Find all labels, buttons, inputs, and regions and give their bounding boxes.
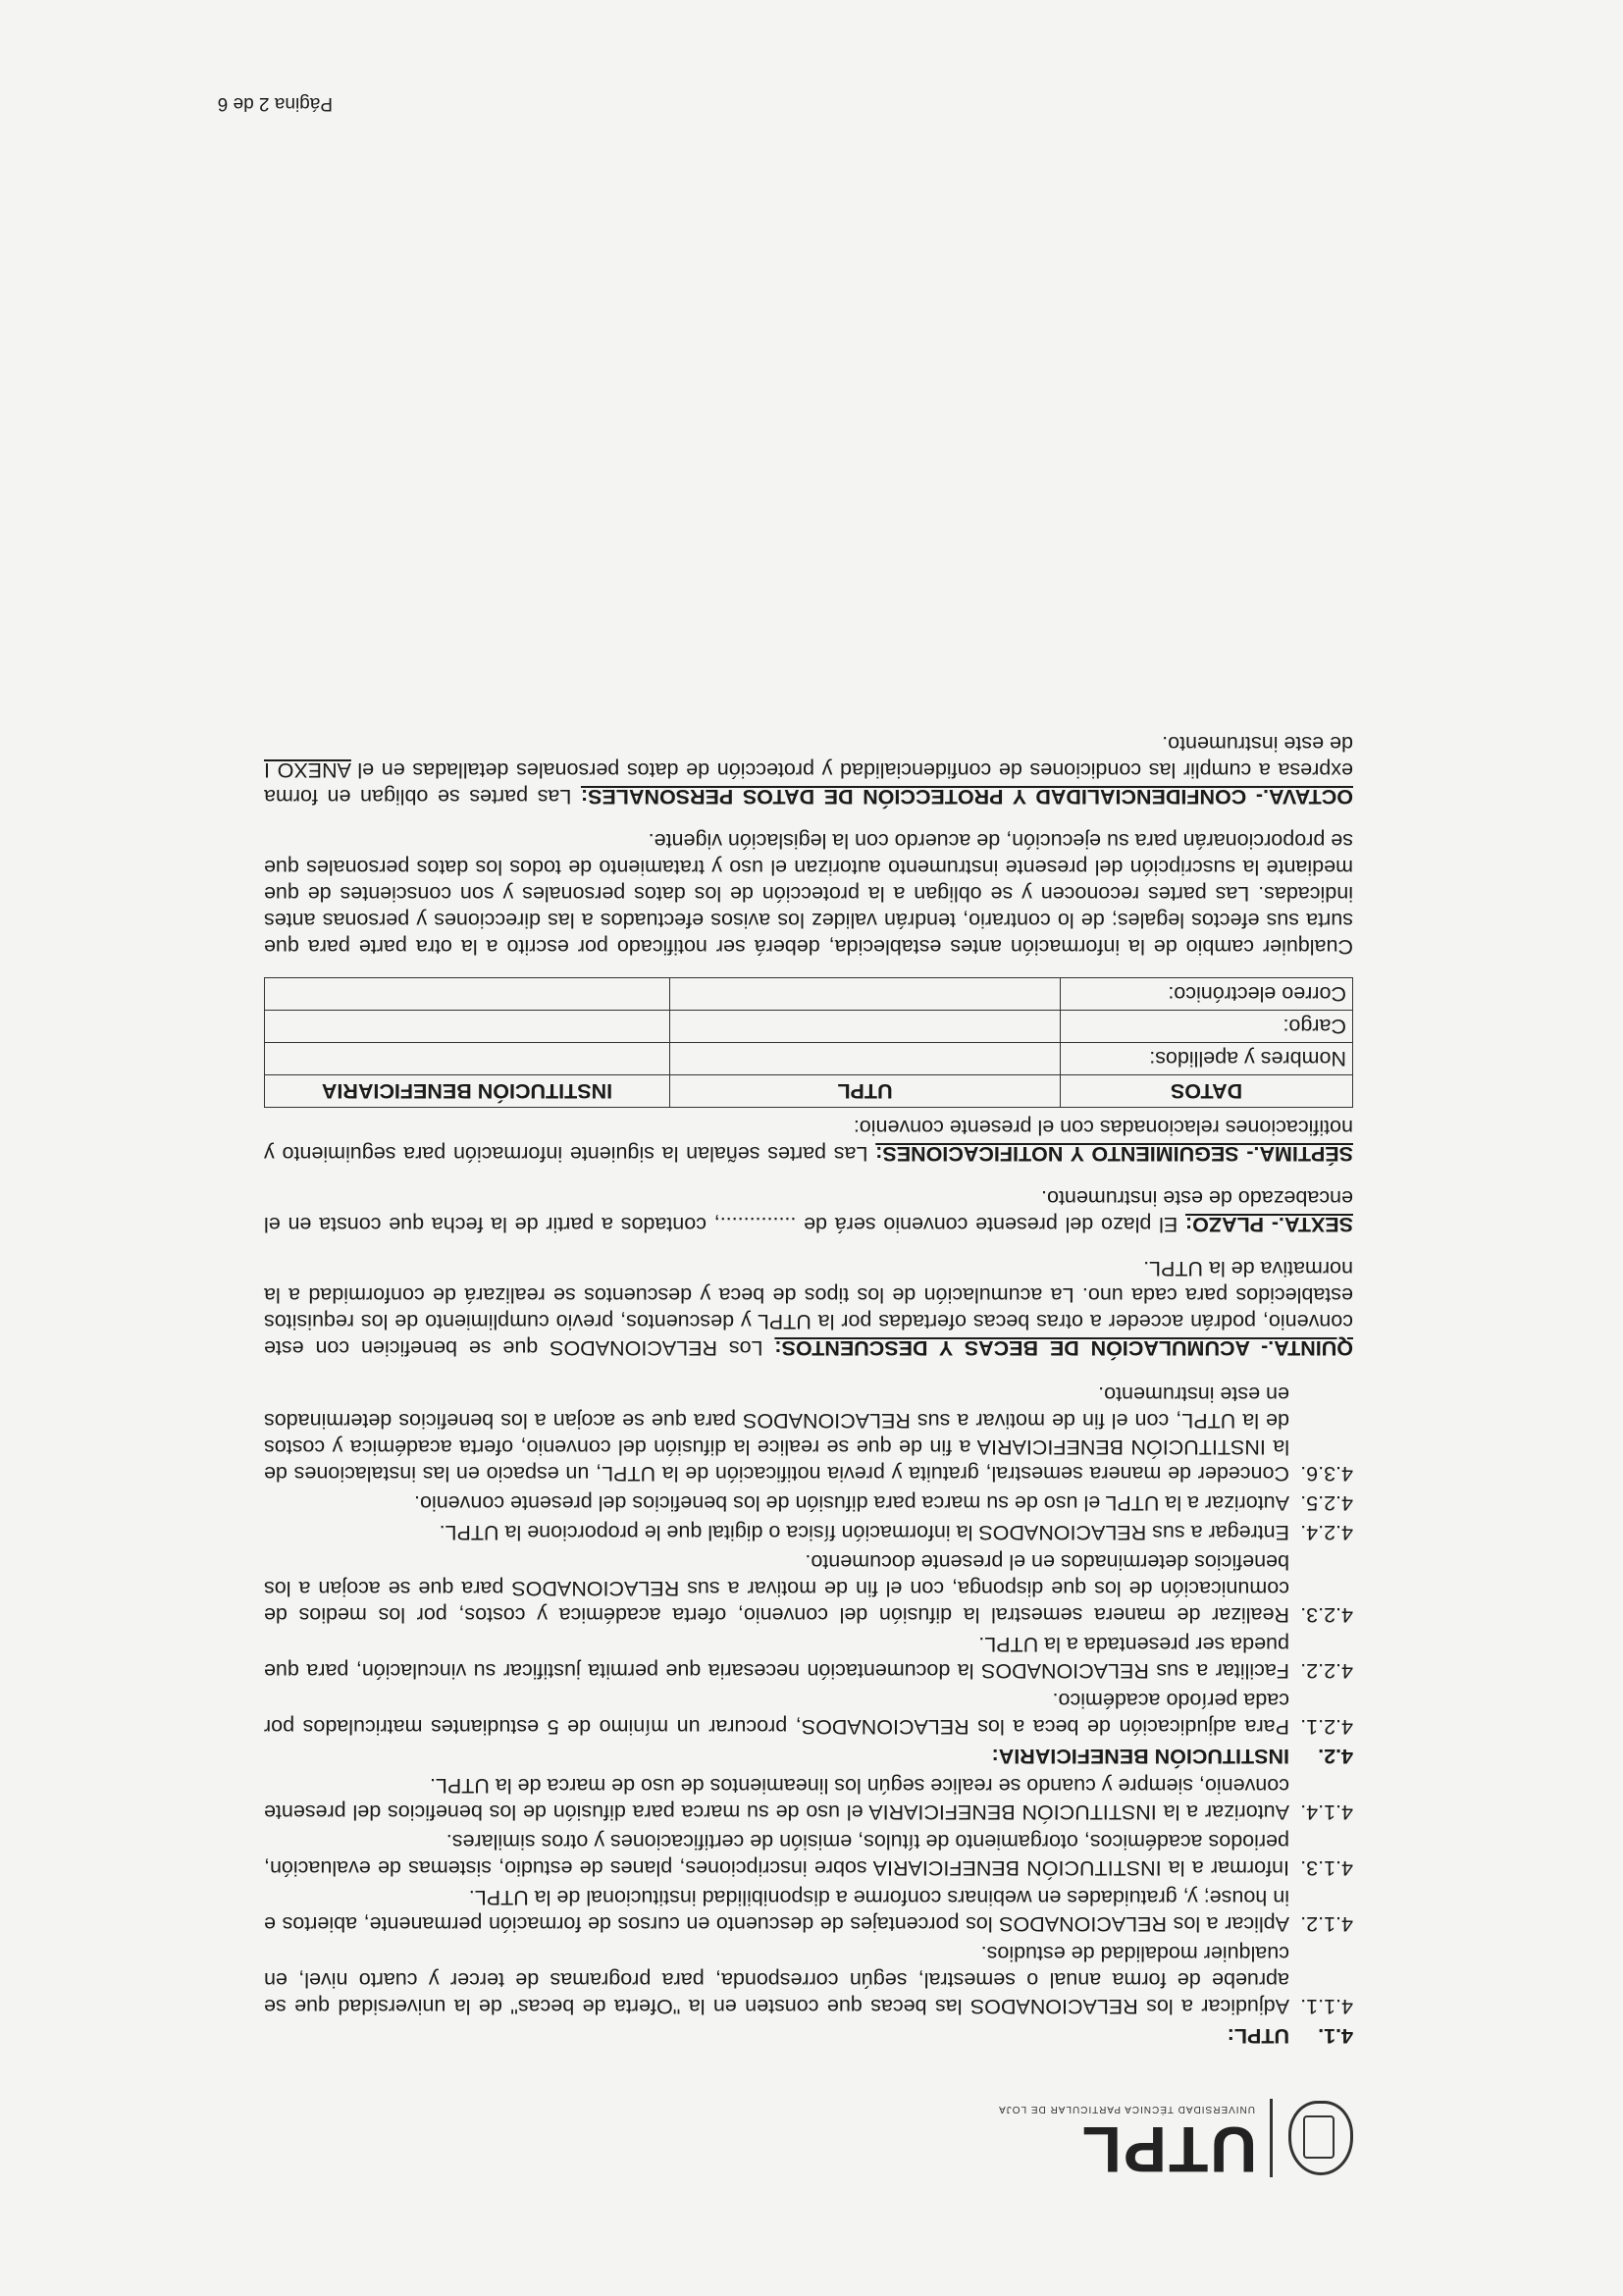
clause-title: SEXTA.- PLAZO: [1185, 1213, 1353, 1236]
table-cell [265, 978, 670, 1011]
clause-title: SÉPTIMA.- SEGUIMIENTO Y NOTIFICACIONES: [875, 1142, 1353, 1166]
table-cell: Nombres y apellidos: [1061, 1043, 1353, 1075]
table-cell: Cargo: [1061, 1011, 1353, 1043]
list-item [264, 1631, 1353, 1684]
item-number: 4.2.3. [1300, 1603, 1353, 1627]
contact-table [264, 977, 1353, 1108]
table-cell [265, 1011, 670, 1043]
item-number: 4.3.6. [1300, 1462, 1353, 1486]
list-item [264, 1489, 1353, 1516]
table-cell [670, 1043, 1061, 1075]
item-number: 4.1.3. [1300, 1856, 1353, 1880]
table-cell [265, 1043, 670, 1075]
item-number: 4.1.4. [1300, 1800, 1353, 1824]
clause-septima [264, 1114, 1353, 1167]
table-row [265, 1043, 1353, 1075]
clause-octava [264, 730, 1353, 809]
clause-text-end: de este instrumento. [1162, 732, 1353, 756]
clause-text: Las partes se obligan en forma expresa a cumplir las condiciones de confidencialidad y protección de datos personales detalladas en el [264, 758, 1353, 809]
table-cell: Correo electrónico: [1061, 978, 1353, 1011]
list-item [264, 1687, 1353, 1740]
clause-text: Las partes señalan la siguiente información para seguimiento y notificaciones relacionadas con el presente convenio: [264, 1116, 1353, 1166]
section-number: 4.2. [1318, 1745, 1353, 1768]
utpl-logo-text: UTPL [1079, 2113, 1257, 2186]
item-text: Informar a la INSTITUCIÓN BENEFICIARIA sobre inscripciones, planes de estudio, sistemas de evaluación, periodos académicos, otorgamiento de títulos, emisión de certificaciones y otros similares. [264, 1830, 1289, 1880]
page-header [264, 2095, 1353, 2186]
clause-septima-followup: Cualquier cambio de la información antes establecida, deberá ser notificado por escrito a la otra parte para que surta sus efectos legales; de lo contrario, tendrán validez los avisos efectuados a las direcciones y personas antes indicadas. Las partes reconocen y se obligan a la protección de los datos personales y son conscientes de que mediante la suscripción del presente instrumento autorizan el uso y tratamiento de todos los datos personales que se proporcionarán para su ejecución, de acuerdo con la legislación vigente. [264, 829, 1353, 959]
table-header-cell: DATOS [1061, 1075, 1353, 1108]
table-header-row [265, 1075, 1353, 1108]
page-number: Página 2 de 6 [217, 93, 333, 114]
list-item [264, 1519, 1353, 1545]
item-number: 4.1.1. [1300, 1995, 1353, 2018]
table-header-cell: INSTITUCIÓN BENEFICIARIA [265, 1075, 670, 1108]
table-row [265, 978, 1353, 1011]
item-text: Para adjudicación de beca a los RELACIONADOS, procurar un mínimo de 5 estudiantes matriculados por cada período académico. [264, 1689, 1289, 1739]
item-text: Aplicar a los RELACIONADOS los porcentajes de descuento en cursos de formación permanente, abiertos e in house; y, gratuidades en webinars conforme a disponibilidad institucional de la UTPL. [264, 1886, 1289, 1936]
document-body [264, 712, 1353, 2051]
item-number: 4.1.2. [1300, 1912, 1353, 1936]
list-item [264, 1548, 1353, 1628]
annex-reference: ANEXO I [263, 758, 351, 782]
item-text: Entregar a sus RELACIONADOS la información física o digital que le proporcione la UTPL. [439, 1521, 1289, 1544]
list-item [264, 1884, 1353, 1937]
list-item [264, 1940, 1353, 2019]
table-cell [670, 1011, 1061, 1043]
clause-text: El plazo del presente convenio será de ............., contados a partir de la fecha que consta en el encabezado de este instrumento. [264, 1186, 1353, 1236]
item-text: Autorizar a la INSTITUCIÓN BENEFICIARIA el uso de su marca para difusión de los beneficios del presente convenio, siempre y cuando se realice según los lineamientos de uso de marca de la UTPL. [264, 1774, 1289, 1824]
clause-title: OCTAVA.- CONFIDENCIALIDAD Y PROTECCIÓN DE DATOS PERSONALES: [580, 785, 1353, 809]
clause-title: QUINTA.- ACUMULACIÓN DE BECAS Y DESCUENTOS: [774, 1336, 1353, 1360]
university-seal-icon [1288, 2101, 1353, 2175]
section-4-2-heading [264, 1743, 1353, 1769]
item-text: Autorizar a la UTPL el uso de su marca para difusión de los beneficios del presente convenio. [414, 1491, 1289, 1515]
utpl-logo-subtitle: UNIVERSIDAD TÉCNICA PARTICULAR DE LOJA [998, 2104, 1255, 2114]
item-text: Realizar de manera semestral la difusión del convenio, oferta académica y costos, por los medios de comunicación de los que disponga, con el fin de motivar a sus RELACIONADOS para que se acojan a los beneficios determinados en el presente documento. [264, 1550, 1289, 1627]
table-header-cell: UTPL [670, 1075, 1061, 1108]
clause-sexta [264, 1184, 1353, 1237]
item-number: 4.2.4. [1300, 1521, 1353, 1544]
section-number: 4.1. [1318, 2024, 1353, 2048]
table-row [265, 1011, 1353, 1043]
item-text: Conceder de manera semestral, gratuita y previa notificación de la UTPL, un espacio en las instalaciones de la INSTITUCIÓN BENEFICIARIA a fin de que se realice la difusión del convenio, oferta académica y costos de la UTPL, con el fin de motivar a sus RELACIONADOS para que se acojan a los beneficios determinados en este instrumento. [264, 1383, 1289, 1486]
item-number: 4.2.2. [1300, 1659, 1353, 1683]
clause-text: Los RELACIONADOS que se beneficien con este convenio, podrán acceder a otras becas ofertadas por la UTPL y descuentos, previo cumplimiento de los requisitos establecidos para cada uno. La acumulación de los tipos de beca y descuentos se realizará de conformidad a la normativa de la UTPL. [264, 1257, 1353, 1360]
list-item [264, 1772, 1353, 1825]
table-cell [670, 978, 1061, 1011]
section-title: INSTITUCIÓN BENEFICIARIA: [991, 1745, 1289, 1768]
logo-divider [1270, 2099, 1273, 2177]
item-text: Adjudicar a los RELACIONADOS las becas que consten en la "Oferta de becas" de la universidad que se apruebe de forma anual o semestral, según corresponda, para programas de tercer y cuarto nivel, en cualquier modalidad de estudios. [264, 1942, 1289, 2018]
item-number: 4.2.5. [1300, 1491, 1353, 1515]
list-item [264, 1381, 1353, 1487]
item-number: 4.2.1. [1300, 1715, 1353, 1739]
section-title: UTPL: [1227, 2024, 1289, 2048]
clause-quinta [264, 1255, 1353, 1361]
item-text: Facilitar a sus RELACIONADOS la documentación necesaria que permita justificar su vinculación, para que pueda ser presentada a la UTPL. [264, 1633, 1289, 1683]
section-4-1-heading [264, 2022, 1353, 2049]
list-item [264, 1828, 1353, 1881]
